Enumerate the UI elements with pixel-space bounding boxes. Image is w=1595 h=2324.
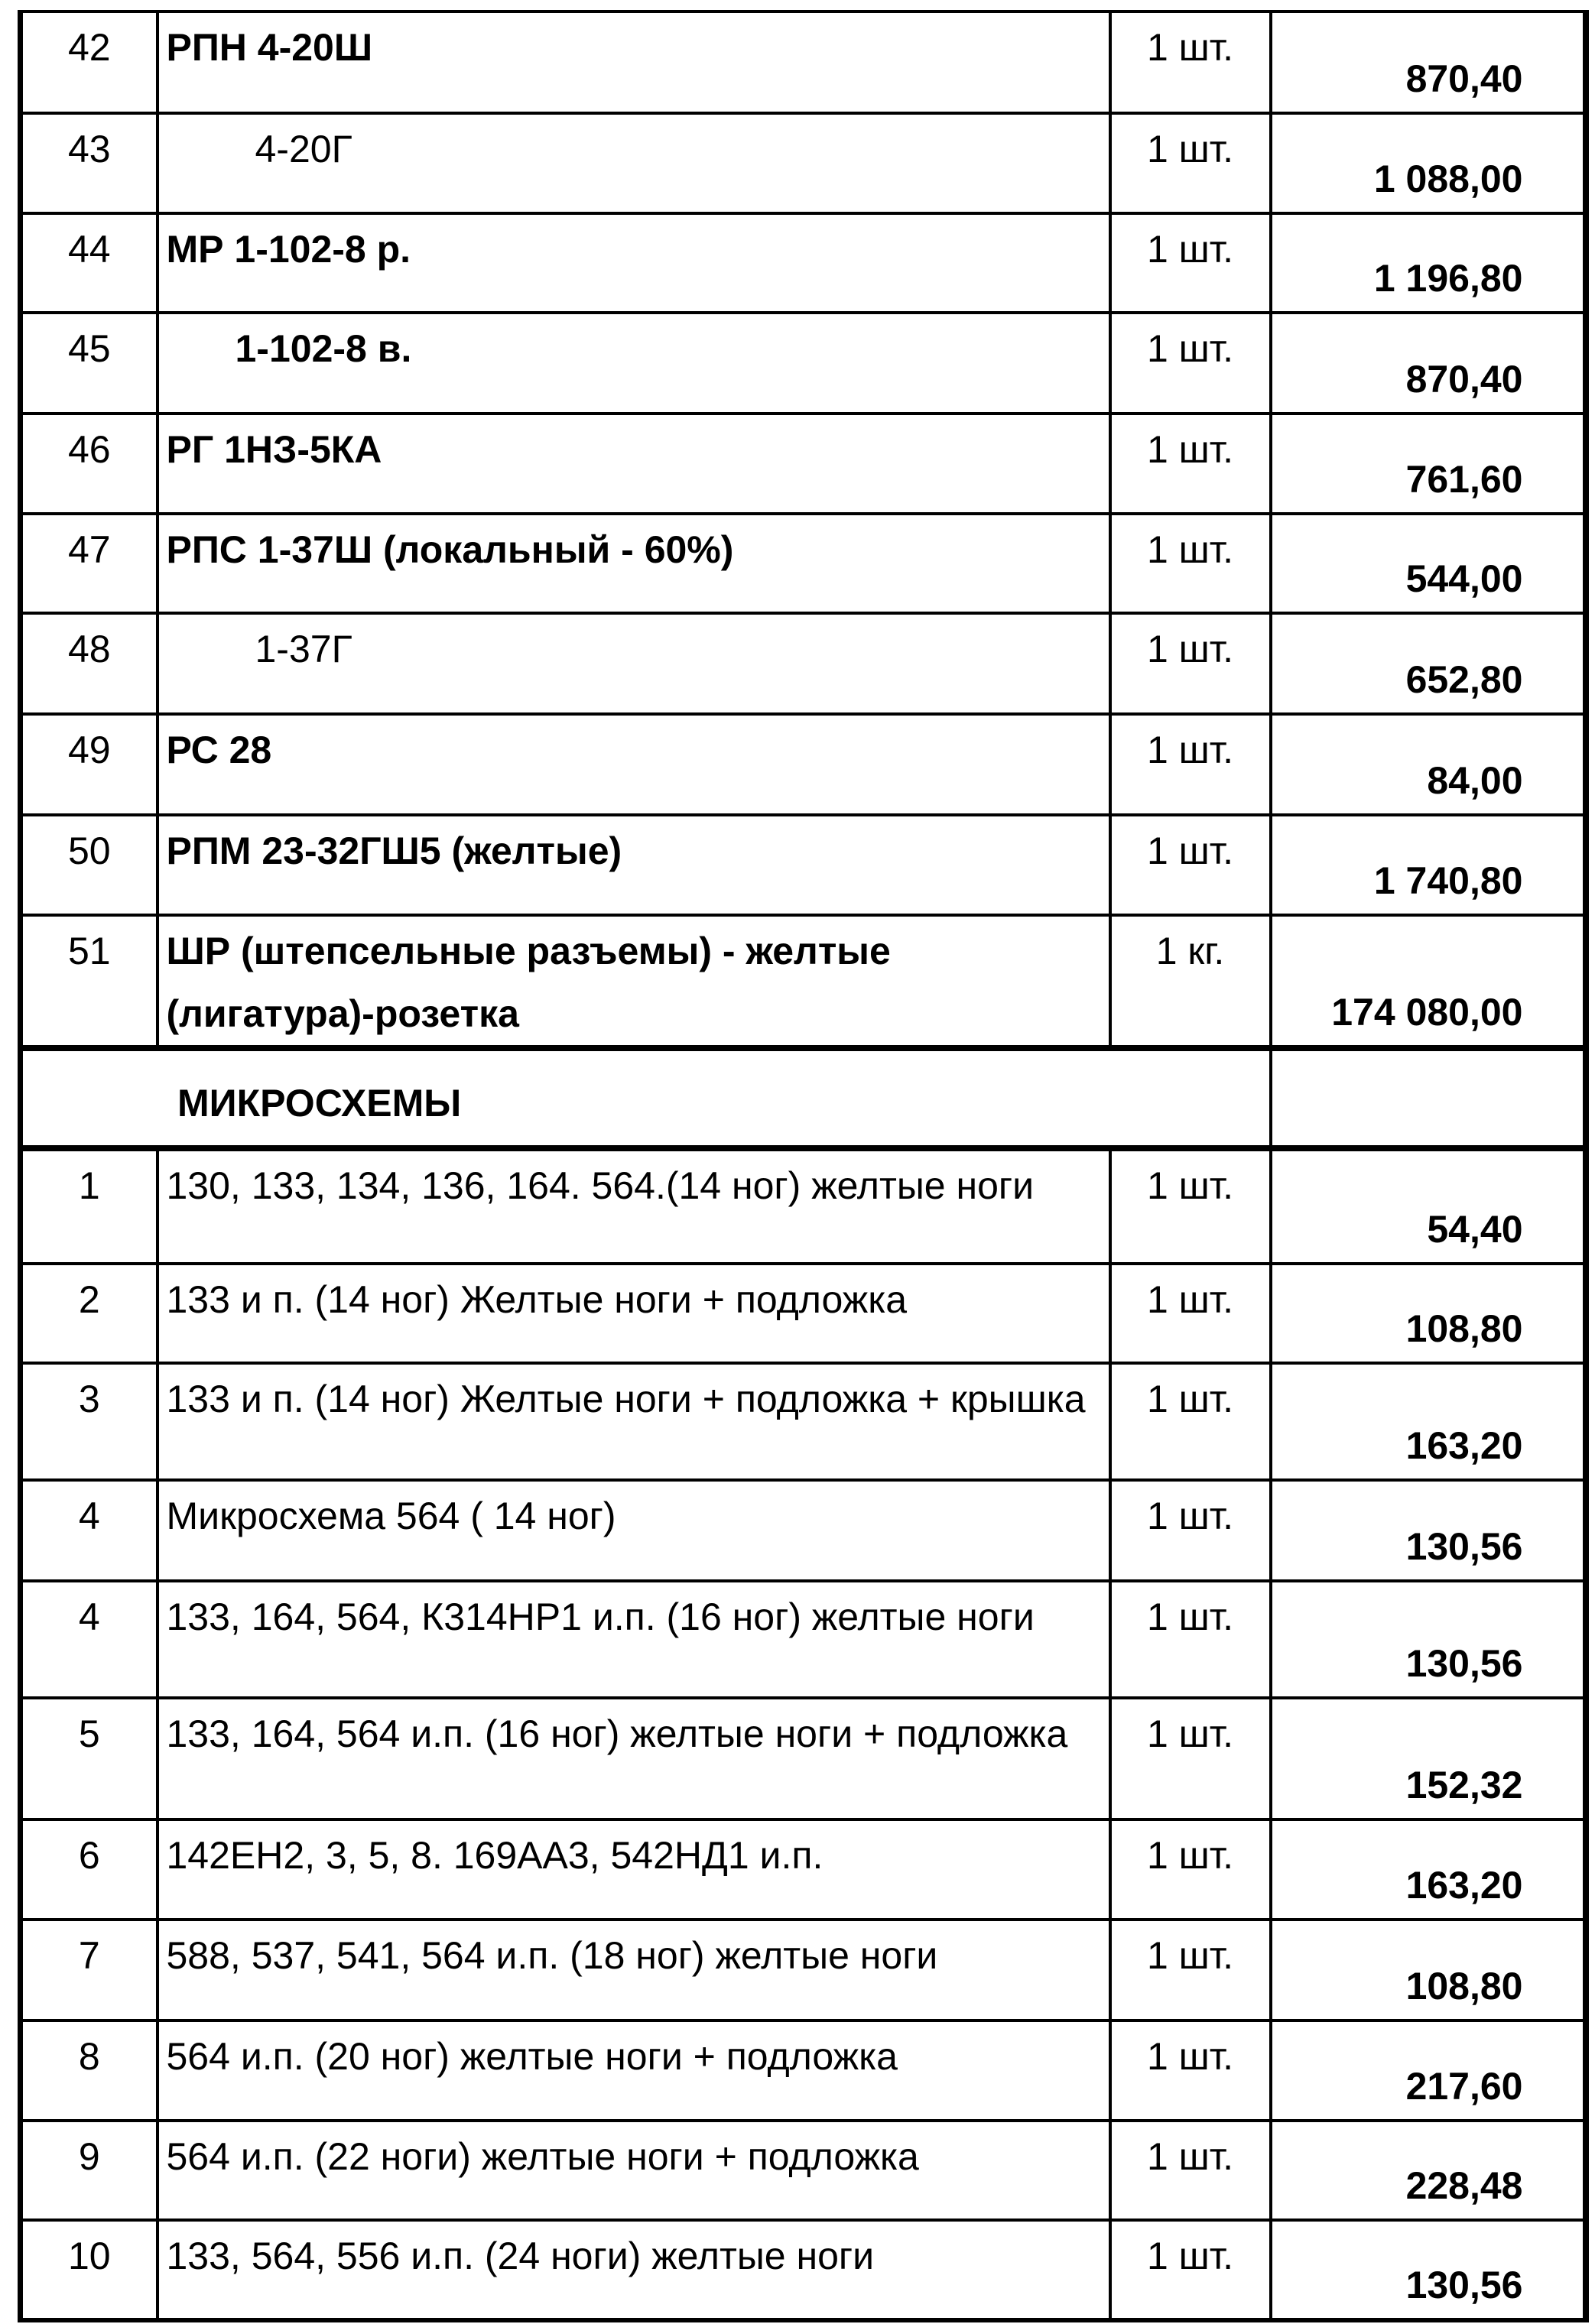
table-row [21,113,1586,213]
item-quantity: 1 шт. [1110,1148,1271,1264]
item-price: 163,20 [1271,1819,1586,1920]
item-quantity: 1 шт. [1110,613,1271,714]
item-name: МР 1-102-8 р. [158,213,1110,313]
item-quantity: 1 шт. [1110,11,1271,113]
item-quantity: 1 кг. [1110,915,1271,1048]
item-name: РС 28 [158,714,1110,815]
item-name: 133, 164, 564 и.п. (16 ног) желтые ноги + подложка [158,1698,1110,1819]
item-name: РПМ 23-32ГШ5 (желтые) [158,815,1110,915]
row-number: 44 [21,213,158,313]
item-price: 174 080,00 [1271,915,1586,1048]
item-quantity: 1 шт. [1110,1581,1271,1698]
item-price: 163,20 [1271,1363,1586,1480]
item-name: 133 и п. (14 ног) Желтые ноги + подложка [158,1264,1110,1363]
microchips-section [21,1148,1586,2320]
item-price: 217,60 [1271,2021,1586,2121]
item-name: 564 и.п. (20 ног) желтые ноги + подложка [158,2021,1110,2121]
row-number: 51 [21,915,158,1048]
table-row [21,1920,1586,2021]
section-price-cell [1271,1048,1586,1148]
item-price: 544,00 [1271,514,1586,613]
row-number: 9 [21,2121,158,2220]
row-number: 8 [21,2021,158,2121]
table-row [21,1363,1586,1480]
table-row [21,714,1586,815]
table-row [21,2021,1586,2121]
table-row [21,11,1586,113]
item-name: 133, 564, 556 и.п. (24 ноги) желтые ноги [158,2220,1110,2320]
row-number: 48 [21,613,158,714]
item-price: 652,80 [1271,613,1586,714]
item-name: 130, 133, 134, 136, 164. 564.(14 ног) желтые ноги [158,1148,1110,1264]
item-price: 84,00 [1271,714,1586,815]
row-number: 4 [21,1480,158,1581]
row-number: 6 [21,1819,158,1920]
item-price: 130,56 [1271,1480,1586,1581]
section-title: МИКРОСХЕМЫ [21,1048,1271,1148]
item-name: РГ 1НЗ-5КА [158,414,1110,514]
item-name: 133 и п. (14 ног) Желтые ноги + подложка + крышка [158,1363,1110,1480]
item-name: 588, 537, 541, 564 и.п. (18 ног) желтые ноги [158,1920,1110,2021]
price-list-sheet [18,10,1583,2322]
table-row [21,1698,1586,1819]
table-row [21,1480,1586,1581]
item-price: 1 196,80 [1271,213,1586,313]
item-name: 4-20Г [158,113,1110,213]
item-quantity: 1 шт. [1110,1920,1271,2021]
item-quantity: 1 шт. [1110,2021,1271,2121]
item-quantity: 1 шт. [1110,1819,1271,1920]
item-name: 133, 164, 564, К314НР1 и.п. (16 ног) желтые ноги [158,1581,1110,1698]
row-number: 47 [21,514,158,613]
item-price: 228,48 [1271,2121,1586,2220]
item-quantity: 1 шт. [1110,113,1271,213]
item-price: 1 088,00 [1271,113,1586,213]
item-price: 761,60 [1271,414,1586,514]
item-quantity: 1 шт. [1110,815,1271,915]
item-price: 152,32 [1271,1698,1586,1819]
item-quantity: 1 шт. [1110,1363,1271,1480]
table-row [21,815,1586,915]
item-quantity: 1 шт. [1110,414,1271,514]
item-name: 1-37Г [158,613,1110,714]
row-number: 10 [21,2220,158,2320]
row-number: 43 [21,113,158,213]
table-row [21,613,1586,714]
item-quantity: 1 шт. [1110,2220,1271,2320]
row-number: 5 [21,1698,158,1819]
table-row [21,1819,1586,1920]
item-quantity: 1 шт. [1110,1264,1271,1363]
table-row [21,213,1586,313]
item-name: РПН 4-20Ш [158,11,1110,113]
item-quantity: 1 шт. [1110,514,1271,613]
row-number: 4 [21,1581,158,1698]
row-number: 50 [21,815,158,915]
table-row [21,514,1586,613]
item-quantity: 1 шт. [1110,2121,1271,2220]
item-price: 1 740,80 [1271,815,1586,915]
table-row [21,2121,1586,2220]
item-quantity: 1 шт. [1110,1698,1271,1819]
table-row [21,414,1586,514]
table-row [21,915,1586,1048]
row-number: 45 [21,313,158,414]
table-row [21,1148,1586,1264]
item-quantity: 1 шт. [1110,313,1271,414]
item-price: 130,56 [1271,1581,1586,1698]
microchips-section-header [21,1048,1586,1148]
row-number: 2 [21,1264,158,1363]
connectors-section [21,11,1586,1048]
row-number: 49 [21,714,158,815]
item-name: 1-102-8 в. [158,313,1110,414]
item-price: 870,40 [1271,11,1586,113]
item-name: ШР (штепсельные разъемы) - желтые (лигатура)-розетка [158,915,1110,1048]
item-price: 130,56 [1271,2220,1586,2320]
row-number: 7 [21,1920,158,2021]
item-quantity: 1 шт. [1110,1480,1271,1581]
price-table [18,10,1589,2322]
item-quantity: 1 шт. [1110,213,1271,313]
row-number: 46 [21,414,158,514]
item-name: Микросхема 564 ( 14 ног) [158,1480,1110,1581]
item-name: 564 и.п. (22 ноги) желтые ноги + подложка [158,2121,1110,2220]
table-row [21,2220,1586,2320]
section-header-row [21,1048,1586,1148]
table-row [21,1581,1586,1698]
table-row [21,1264,1586,1363]
item-price: 108,80 [1271,1920,1586,2021]
row-number: 42 [21,11,158,113]
row-number: 1 [21,1148,158,1264]
row-number: 3 [21,1363,158,1480]
table-row [21,313,1586,414]
item-price: 870,40 [1271,313,1586,414]
item-name: РПС 1-37Ш (локальный - 60%) [158,514,1110,613]
item-quantity: 1 шт. [1110,714,1271,815]
item-price: 108,80 [1271,1264,1586,1363]
item-name: 142ЕН2, 3, 5, 8. 169АА3, 542НД1 и.п. [158,1819,1110,1920]
item-price: 54,40 [1271,1148,1586,1264]
